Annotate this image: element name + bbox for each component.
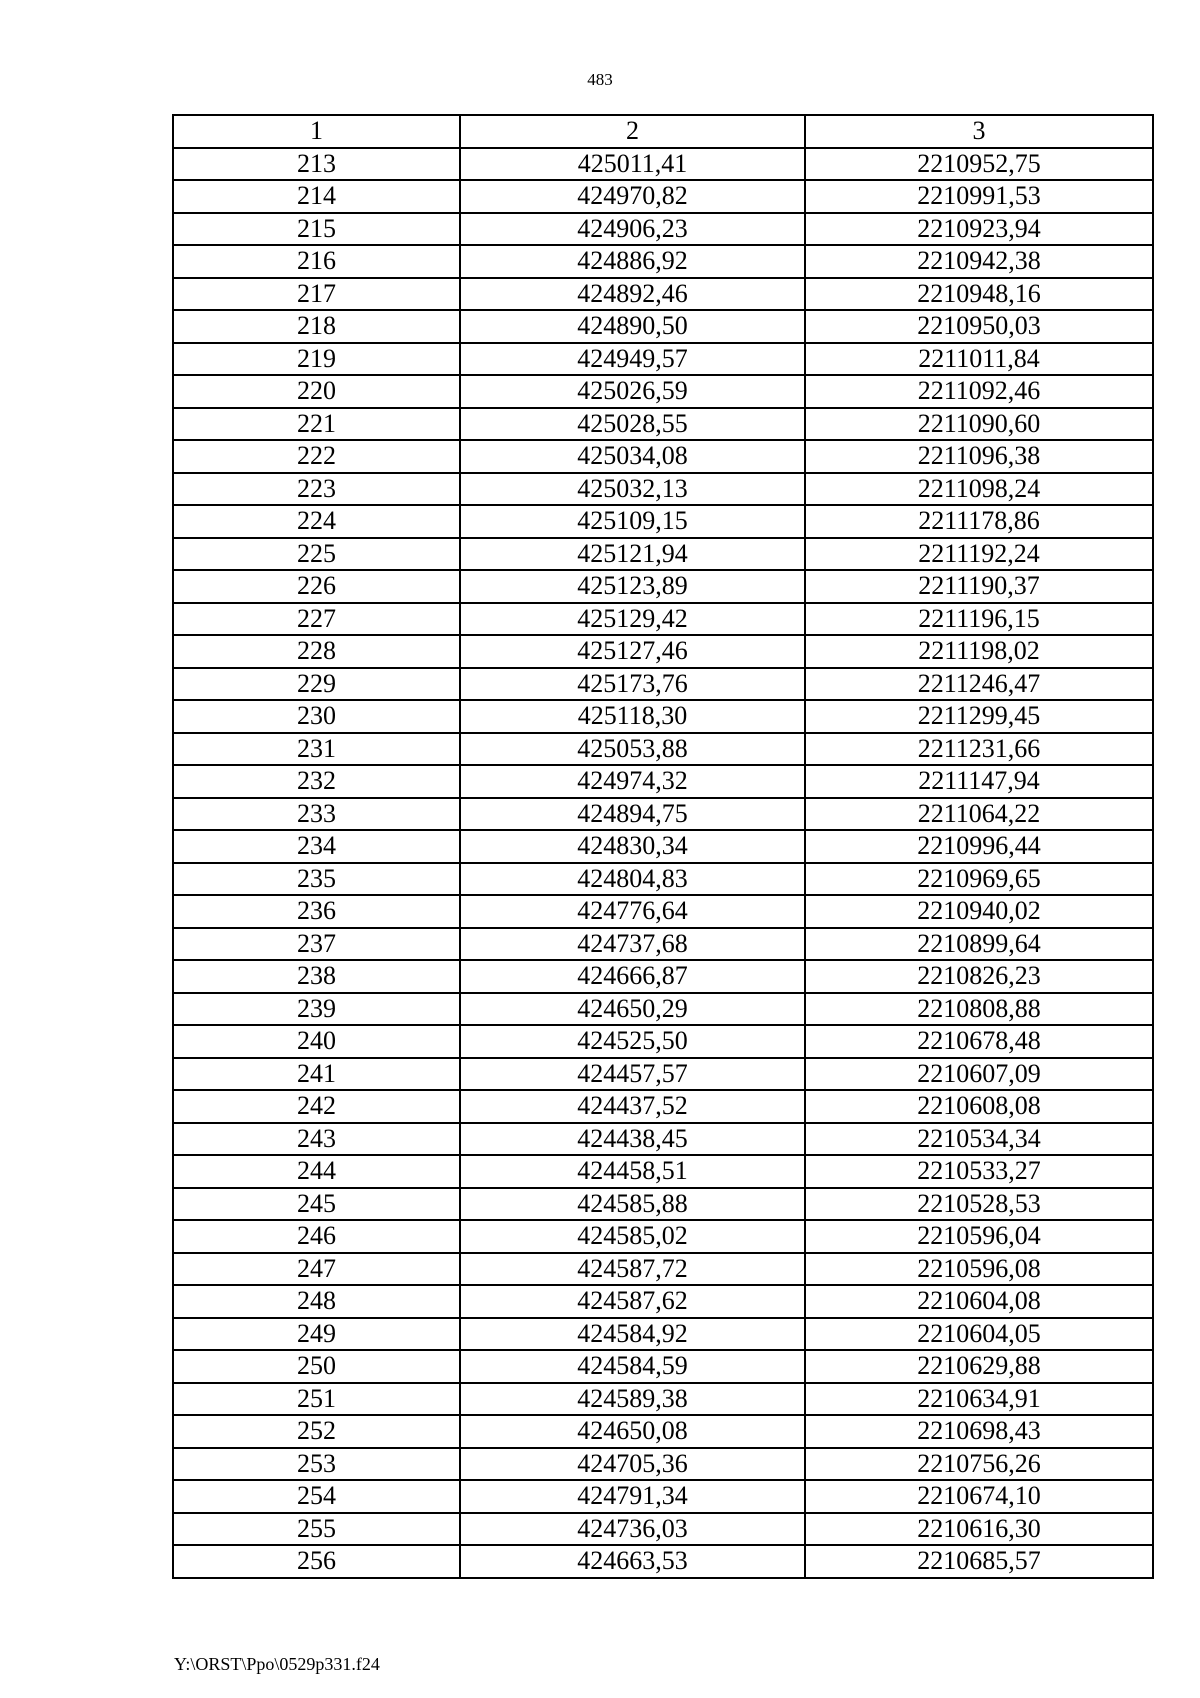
point-number-cell: 249 bbox=[173, 1318, 460, 1351]
x-coordinate-cell: 425032,13 bbox=[460, 473, 805, 506]
table-row bbox=[173, 1415, 1153, 1448]
point-number-cell: 232 bbox=[173, 765, 460, 798]
x-coordinate-cell: 424776,64 bbox=[460, 895, 805, 928]
y-coordinate-cell: 2211064,22 bbox=[805, 798, 1153, 831]
table-row bbox=[173, 408, 1153, 441]
point-number-cell: 241 bbox=[173, 1058, 460, 1091]
y-coordinate-cell: 2211098,24 bbox=[805, 473, 1153, 506]
point-number-cell: 251 bbox=[173, 1383, 460, 1416]
y-coordinate-cell: 2211198,02 bbox=[805, 635, 1153, 668]
table-body bbox=[173, 148, 1153, 1578]
x-coordinate-cell: 424585,02 bbox=[460, 1220, 805, 1253]
x-coordinate-cell: 424906,23 bbox=[460, 213, 805, 246]
x-coordinate-cell: 425121,94 bbox=[460, 538, 805, 571]
y-coordinate-cell: 2210634,91 bbox=[805, 1383, 1153, 1416]
table-row bbox=[173, 993, 1153, 1026]
x-coordinate-cell: 424886,92 bbox=[460, 245, 805, 278]
y-coordinate-cell: 2211092,46 bbox=[805, 375, 1153, 408]
point-number-cell: 226 bbox=[173, 570, 460, 603]
point-number-cell: 240 bbox=[173, 1025, 460, 1058]
point-number-cell: 254 bbox=[173, 1480, 460, 1513]
y-coordinate-cell: 2210950,03 bbox=[805, 310, 1153, 343]
x-coordinate-cell: 424663,53 bbox=[460, 1545, 805, 1578]
point-number-cell: 227 bbox=[173, 603, 460, 636]
table-row bbox=[173, 213, 1153, 246]
x-coordinate-cell: 424585,88 bbox=[460, 1188, 805, 1221]
point-number-cell: 255 bbox=[173, 1513, 460, 1546]
table-row bbox=[173, 700, 1153, 733]
footer-file-path: Y:\ORST\Ppo\0529p331.f24 bbox=[174, 1654, 380, 1674]
table-row bbox=[173, 343, 1153, 376]
point-number-cell: 235 bbox=[173, 863, 460, 896]
point-number-cell: 231 bbox=[173, 733, 460, 766]
table-row bbox=[173, 1155, 1153, 1188]
point-number-cell: 222 bbox=[173, 440, 460, 473]
table-row bbox=[173, 1188, 1153, 1221]
table-row bbox=[173, 278, 1153, 311]
x-coordinate-cell: 424587,62 bbox=[460, 1285, 805, 1318]
table-row bbox=[173, 375, 1153, 408]
y-coordinate-cell: 2210808,88 bbox=[805, 993, 1153, 1026]
point-number-cell: 220 bbox=[173, 375, 460, 408]
x-coordinate-cell: 424584,92 bbox=[460, 1318, 805, 1351]
point-number-cell: 221 bbox=[173, 408, 460, 441]
x-coordinate-cell: 425123,89 bbox=[460, 570, 805, 603]
y-coordinate-cell: 2210948,16 bbox=[805, 278, 1153, 311]
x-coordinate-cell: 424650,08 bbox=[460, 1415, 805, 1448]
table-row bbox=[173, 1545, 1153, 1578]
y-coordinate-cell: 2210596,04 bbox=[805, 1220, 1153, 1253]
x-coordinate-cell: 425109,15 bbox=[460, 505, 805, 538]
x-coordinate-cell: 424589,38 bbox=[460, 1383, 805, 1416]
table-row bbox=[173, 180, 1153, 213]
y-coordinate-cell: 2210674,10 bbox=[805, 1480, 1153, 1513]
point-number-cell: 243 bbox=[173, 1123, 460, 1156]
point-number-cell: 214 bbox=[173, 180, 460, 213]
table-row bbox=[173, 960, 1153, 993]
y-coordinate-cell: 2210942,38 bbox=[805, 245, 1153, 278]
x-coordinate-cell: 424666,87 bbox=[460, 960, 805, 993]
column-header-3: 3 bbox=[805, 115, 1153, 148]
x-coordinate-cell: 424804,83 bbox=[460, 863, 805, 896]
table-row bbox=[173, 635, 1153, 668]
x-coordinate-cell: 424650,29 bbox=[460, 993, 805, 1026]
x-coordinate-cell: 425118,30 bbox=[460, 700, 805, 733]
table-row bbox=[173, 1350, 1153, 1383]
y-coordinate-cell: 2210608,08 bbox=[805, 1090, 1153, 1123]
table-row bbox=[173, 863, 1153, 896]
table-row bbox=[173, 733, 1153, 766]
y-coordinate-cell: 2211196,15 bbox=[805, 603, 1153, 636]
table-row bbox=[173, 1285, 1153, 1318]
y-coordinate-cell: 2211190,37 bbox=[805, 570, 1153, 603]
y-coordinate-cell: 2210996,44 bbox=[805, 830, 1153, 863]
x-coordinate-cell: 425173,76 bbox=[460, 668, 805, 701]
x-coordinate-cell: 425053,88 bbox=[460, 733, 805, 766]
table-row bbox=[173, 830, 1153, 863]
table-row bbox=[173, 1025, 1153, 1058]
point-number-cell: 244 bbox=[173, 1155, 460, 1188]
table-row bbox=[173, 1220, 1153, 1253]
table-row bbox=[173, 505, 1153, 538]
x-coordinate-cell: 424584,59 bbox=[460, 1350, 805, 1383]
point-number-cell: 233 bbox=[173, 798, 460, 831]
x-coordinate-cell: 424970,82 bbox=[460, 180, 805, 213]
table-header bbox=[173, 115, 1153, 148]
y-coordinate-cell: 2210533,27 bbox=[805, 1155, 1153, 1188]
point-number-cell: 247 bbox=[173, 1253, 460, 1286]
y-coordinate-cell: 2210604,05 bbox=[805, 1318, 1153, 1351]
y-coordinate-cell: 2211299,45 bbox=[805, 700, 1153, 733]
table-row bbox=[173, 245, 1153, 278]
point-number-cell: 225 bbox=[173, 538, 460, 571]
table-row bbox=[173, 1058, 1153, 1091]
y-coordinate-cell: 2210604,08 bbox=[805, 1285, 1153, 1318]
point-number-cell: 228 bbox=[173, 635, 460, 668]
coordinates-table bbox=[172, 114, 1154, 1579]
y-coordinate-cell: 2210756,26 bbox=[805, 1448, 1153, 1481]
x-coordinate-cell: 424737,68 bbox=[460, 928, 805, 961]
point-number-cell: 253 bbox=[173, 1448, 460, 1481]
table-row bbox=[173, 1480, 1153, 1513]
x-coordinate-cell: 424974,32 bbox=[460, 765, 805, 798]
y-coordinate-cell: 2210607,09 bbox=[805, 1058, 1153, 1091]
y-coordinate-cell: 2210923,94 bbox=[805, 213, 1153, 246]
table-row bbox=[173, 928, 1153, 961]
x-coordinate-cell: 424525,50 bbox=[460, 1025, 805, 1058]
table-row bbox=[173, 1090, 1153, 1123]
x-coordinate-cell: 424458,51 bbox=[460, 1155, 805, 1188]
y-coordinate-cell: 2210596,08 bbox=[805, 1253, 1153, 1286]
y-coordinate-cell: 2210991,53 bbox=[805, 180, 1153, 213]
point-number-cell: 229 bbox=[173, 668, 460, 701]
y-coordinate-cell: 2210528,53 bbox=[805, 1188, 1153, 1221]
page-number: 483 bbox=[587, 70, 613, 89]
table-row bbox=[173, 1383, 1153, 1416]
table-row bbox=[173, 148, 1153, 181]
x-coordinate-cell: 424892,46 bbox=[460, 278, 805, 311]
table-row bbox=[173, 570, 1153, 603]
x-coordinate-cell: 424894,75 bbox=[460, 798, 805, 831]
x-coordinate-cell: 425026,59 bbox=[460, 375, 805, 408]
y-coordinate-cell: 2210698,43 bbox=[805, 1415, 1153, 1448]
x-coordinate-cell: 424736,03 bbox=[460, 1513, 805, 1546]
y-coordinate-cell: 2210899,64 bbox=[805, 928, 1153, 961]
point-number-cell: 213 bbox=[173, 148, 460, 181]
x-coordinate-cell: 424587,72 bbox=[460, 1253, 805, 1286]
x-coordinate-cell: 424705,36 bbox=[460, 1448, 805, 1481]
x-coordinate-cell: 425011,41 bbox=[460, 148, 805, 181]
x-coordinate-cell: 425127,46 bbox=[460, 635, 805, 668]
y-coordinate-cell: 2211147,94 bbox=[805, 765, 1153, 798]
table-row bbox=[173, 1448, 1153, 1481]
table-row bbox=[173, 1123, 1153, 1156]
table-row bbox=[173, 1253, 1153, 1286]
y-coordinate-cell: 2211090,60 bbox=[805, 408, 1153, 441]
table-row bbox=[173, 473, 1153, 506]
y-coordinate-cell: 2210629,88 bbox=[805, 1350, 1153, 1383]
y-coordinate-cell: 2210969,65 bbox=[805, 863, 1153, 896]
y-coordinate-cell: 2210534,34 bbox=[805, 1123, 1153, 1156]
table-row bbox=[173, 895, 1153, 928]
y-coordinate-cell: 2211246,47 bbox=[805, 668, 1153, 701]
point-number-cell: 230 bbox=[173, 700, 460, 733]
table-row bbox=[173, 668, 1153, 701]
point-number-cell: 217 bbox=[173, 278, 460, 311]
y-coordinate-cell: 2210685,57 bbox=[805, 1545, 1153, 1578]
point-number-cell: 242 bbox=[173, 1090, 460, 1123]
point-number-cell: 223 bbox=[173, 473, 460, 506]
point-number-cell: 236 bbox=[173, 895, 460, 928]
point-number-cell: 234 bbox=[173, 830, 460, 863]
point-number-cell: 256 bbox=[173, 1545, 460, 1578]
x-coordinate-cell: 424437,52 bbox=[460, 1090, 805, 1123]
y-coordinate-cell: 2211011,84 bbox=[805, 343, 1153, 376]
table-row bbox=[173, 1318, 1153, 1351]
table-row bbox=[173, 1513, 1153, 1546]
point-number-cell: 219 bbox=[173, 343, 460, 376]
table-row bbox=[173, 765, 1153, 798]
header-row bbox=[173, 115, 1153, 148]
point-number-cell: 252 bbox=[173, 1415, 460, 1448]
x-coordinate-cell: 425129,42 bbox=[460, 603, 805, 636]
y-coordinate-cell: 2210826,23 bbox=[805, 960, 1153, 993]
x-coordinate-cell: 425028,55 bbox=[460, 408, 805, 441]
x-coordinate-cell: 424830,34 bbox=[460, 830, 805, 863]
point-number-cell: 246 bbox=[173, 1220, 460, 1253]
y-coordinate-cell: 2211231,66 bbox=[805, 733, 1153, 766]
point-number-cell: 224 bbox=[173, 505, 460, 538]
column-header-1: 1 bbox=[173, 115, 460, 148]
table-row bbox=[173, 603, 1153, 636]
x-coordinate-cell: 424949,57 bbox=[460, 343, 805, 376]
y-coordinate-cell: 2210616,30 bbox=[805, 1513, 1153, 1546]
point-number-cell: 237 bbox=[173, 928, 460, 961]
table-row bbox=[173, 310, 1153, 343]
table-row bbox=[173, 440, 1153, 473]
point-number-cell: 239 bbox=[173, 993, 460, 1026]
point-number-cell: 216 bbox=[173, 245, 460, 278]
point-number-cell: 248 bbox=[173, 1285, 460, 1318]
point-number-cell: 215 bbox=[173, 213, 460, 246]
table-row bbox=[173, 538, 1153, 571]
y-coordinate-cell: 2210940,02 bbox=[805, 895, 1153, 928]
x-coordinate-cell: 424890,50 bbox=[460, 310, 805, 343]
x-coordinate-cell: 425034,08 bbox=[460, 440, 805, 473]
column-header-2: 2 bbox=[460, 115, 805, 148]
y-coordinate-cell: 2211096,38 bbox=[805, 440, 1153, 473]
y-coordinate-cell: 2211178,86 bbox=[805, 505, 1153, 538]
y-coordinate-cell: 2210952,75 bbox=[805, 148, 1153, 181]
x-coordinate-cell: 424791,34 bbox=[460, 1480, 805, 1513]
y-coordinate-cell: 2211192,24 bbox=[805, 538, 1153, 571]
point-number-cell: 238 bbox=[173, 960, 460, 993]
table-row bbox=[173, 798, 1153, 831]
point-number-cell: 218 bbox=[173, 310, 460, 343]
x-coordinate-cell: 424438,45 bbox=[460, 1123, 805, 1156]
x-coordinate-cell: 424457,57 bbox=[460, 1058, 805, 1091]
y-coordinate-cell: 2210678,48 bbox=[805, 1025, 1153, 1058]
point-number-cell: 250 bbox=[173, 1350, 460, 1383]
point-number-cell: 245 bbox=[173, 1188, 460, 1221]
